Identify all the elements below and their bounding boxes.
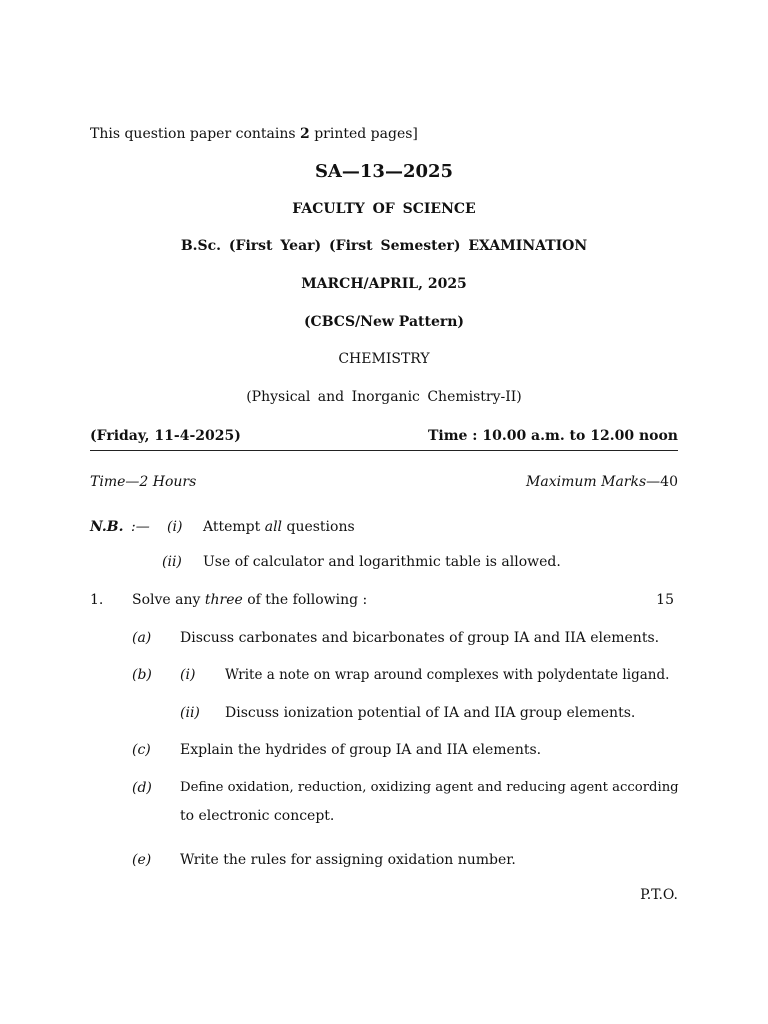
- nb-label: N.B.: [90, 519, 124, 535]
- pages-note: [90, 126, 418, 142]
- question-1-em: three: [204, 592, 243, 608]
- nb-item-1-em: all: [264, 519, 283, 535]
- pages-note-pre: This question paper contains: [90, 126, 300, 142]
- duration: [90, 474, 196, 490]
- subject-title: CHEMISTRY: [338, 351, 430, 367]
- q1-d-label: (d): [132, 780, 152, 796]
- header-divider: [90, 450, 678, 451]
- nb-item-1-post: questions: [282, 519, 355, 535]
- q1-b-label: (b): [132, 667, 152, 683]
- exam-pattern: (CBCS/New Pattern): [303, 314, 465, 330]
- pages-note-count: 2: [300, 126, 310, 142]
- faculty-title: FACULTY OF SCIENCE: [292, 201, 476, 217]
- q1-b-ii-label: (ii): [180, 705, 200, 721]
- duration-value: —2 Hours: [125, 474, 197, 490]
- q1-c-label: (c): [132, 742, 151, 758]
- question-1-number: 1.: [90, 592, 104, 608]
- exam-date: (Friday, 11-4-2025): [90, 428, 241, 444]
- q1-d-line-2: to electronic concept.: [180, 808, 335, 824]
- q1-c-text: Explain the hydrides of group IA and IIA elements.: [180, 742, 542, 758]
- paper-title: (Physical and Inorganic Chemistry-II): [246, 389, 522, 405]
- question-1-marks: 15: [656, 592, 674, 608]
- nb-item-1-pre: Attempt: [203, 519, 265, 535]
- nb-item-2-text: Use of calculator and logarithmic table is allowed.: [203, 554, 561, 570]
- q1-b-i-label: (i): [180, 667, 196, 683]
- nb-item-1-num: (i): [167, 519, 183, 535]
- nb-separator: :—: [131, 519, 150, 535]
- exam-session: MARCH/APRIL, 2025: [301, 276, 467, 292]
- max-marks-value: —40: [646, 474, 678, 490]
- q1-d-line-1: Define oxidation, reduction, oxidizing agent and reducing agent according: [180, 780, 679, 795]
- q1-e-text: Write the rules for assigning oxidation number.: [180, 852, 516, 868]
- question-1-stem: [132, 592, 367, 608]
- max-marks-label: Maximum Marks: [526, 474, 647, 490]
- max-marks: [526, 474, 678, 490]
- paper-code: SA—13—2025: [314, 161, 454, 182]
- pages-note-post: printed pages]: [309, 126, 418, 142]
- question-1-post: of the following :: [242, 592, 368, 608]
- duration-label: Time: [90, 474, 126, 490]
- q1-a-text: Discuss carbonates and bicarbonates of group IA and IIA elements.: [180, 630, 660, 646]
- q1-e-label: (e): [132, 852, 152, 868]
- exam-title: B.Sc. (First Year) (First Semester) EXAMINATION: [180, 238, 588, 254]
- question-1-pre: Solve any: [132, 592, 205, 608]
- q1-a-label: (a): [132, 630, 152, 646]
- nb-item-2-num: (ii): [162, 554, 182, 570]
- exam-time-slot: Time : 10.00 a.m. to 12.00 noon: [427, 428, 678, 444]
- q1-b-i-text: Write a note on wrap around complexes with polydentate ligand.: [225, 667, 670, 683]
- pto-note: P.T.O.: [640, 887, 678, 903]
- nb-item-1: [203, 519, 355, 535]
- q1-b-ii-text: Discuss ionization potential of IA and IIA group elements.: [225, 705, 636, 721]
